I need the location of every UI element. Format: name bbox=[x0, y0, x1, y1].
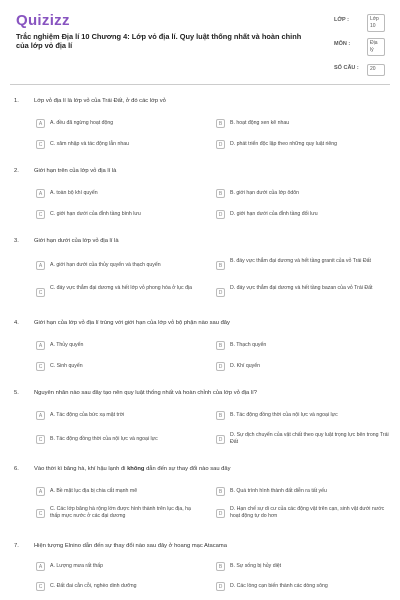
option-d[interactable] bbox=[216, 285, 386, 301]
option-c[interactable] bbox=[36, 359, 196, 375]
option-text: B. Quá trình hình thành đất diễn ra tất yếu bbox=[230, 488, 327, 494]
question-number: 7. bbox=[14, 543, 19, 549]
option-text: D. đáy vực thẳm đại dương và hết tầng bazan của vỏ Trái Đất bbox=[230, 285, 373, 291]
option-letter-box: C bbox=[36, 140, 45, 149]
option-b[interactable] bbox=[216, 484, 386, 500]
question-text: Giới hạn trên của lớp vỏ địa lí là bbox=[34, 168, 117, 174]
option-text: B. Sự sống bị hủy diệt bbox=[230, 563, 282, 569]
option-letter-box: A bbox=[36, 341, 45, 350]
worksheet-meta bbox=[334, 12, 394, 84]
option-c[interactable] bbox=[36, 285, 196, 301]
page-title: Trắc nghiệm Địa lí 10 Chương 4: Lớp vỏ địa lí. Quy luật thống nhất và hoàn chỉnh của lớp vỏ địa lí bbox=[16, 32, 302, 50]
option-letter-box: A bbox=[36, 487, 45, 496]
option-letter-box: D bbox=[216, 288, 225, 297]
option-text: A. Bề mặt lục địa bị chia cắt mạnh mẽ bbox=[50, 488, 138, 494]
option-d[interactable] bbox=[216, 359, 386, 375]
question-text bbox=[34, 466, 384, 472]
meta-value: 20 bbox=[367, 64, 385, 76]
option-text: D. Sự dịch chuyển của vật chất theo quy luật trọng lực bên trong Trái Đất bbox=[230, 432, 389, 445]
option-b[interactable] bbox=[216, 186, 386, 202]
option-letter-box: C bbox=[36, 362, 45, 371]
option-text: B. giới hạn dưới của lớp ôdôn bbox=[230, 190, 300, 196]
option-letter-box: D bbox=[216, 509, 225, 518]
option-letter-box: A bbox=[36, 261, 45, 270]
option-text: C. Sinh quyển bbox=[50, 363, 83, 369]
option-text: B. Thạch quyển bbox=[230, 342, 267, 348]
option-letter-box: B bbox=[216, 119, 225, 128]
option-letter-box: B bbox=[216, 487, 225, 496]
question-text: Giới hạn của lớp vỏ địa lí trùng với giới hạn của lớp vỏ bộ phận nào sau đây bbox=[34, 320, 230, 326]
option-letter-box: C bbox=[36, 582, 45, 591]
question-number: 2. bbox=[14, 168, 19, 174]
option-letter-box: D bbox=[216, 362, 225, 371]
question-text-part: Vào thời kì băng hà, khí hậu lạnh đi bbox=[34, 466, 128, 472]
option-text: A. đều đã ngừng hoạt động bbox=[50, 120, 114, 126]
option-text: A. toàn bộ khí quyển bbox=[50, 190, 98, 196]
option-letter-box: B bbox=[216, 341, 225, 350]
option-text: B. đáy vực thẳm đại dương và hết tầng granit của vỏ Trái Đất bbox=[230, 258, 371, 264]
question-number: 3. bbox=[14, 238, 19, 244]
option-a[interactable] bbox=[36, 338, 196, 354]
option-letter-box: D bbox=[216, 435, 225, 444]
meta-label: SỐ CÂU : bbox=[334, 65, 359, 71]
option-b[interactable] bbox=[216, 258, 386, 274]
question-number: 5. bbox=[14, 390, 19, 396]
option-b[interactable] bbox=[216, 116, 386, 132]
option-text: D. Khí quyển bbox=[230, 363, 260, 369]
option-text: A. Thủy quyển bbox=[50, 342, 84, 348]
option-letter-box: B bbox=[216, 562, 225, 571]
question-text-part: dẫn đến sự thay đổi nào sau đây bbox=[144, 466, 231, 472]
option-c[interactable] bbox=[36, 137, 196, 153]
option-a[interactable] bbox=[36, 186, 196, 202]
question-text-emphasis: không bbox=[127, 466, 145, 472]
option-text: D. Các lòng cạn biến thành các dòng sông bbox=[230, 583, 328, 589]
option-letter-box: D bbox=[216, 582, 225, 591]
question-text: Nguyên nhân nào sau đây tạo nên quy luật thống nhất và hoàn chỉnh của lớp vỏ địa lí? bbox=[34, 390, 257, 396]
option-text: C. đáy vực thẳm đại dương và hết lớp vỏ phong hóa ở lục địa bbox=[50, 285, 193, 291]
option-letter-box: C bbox=[36, 210, 45, 219]
option-letter-box: B bbox=[216, 189, 225, 198]
option-d[interactable] bbox=[216, 207, 386, 223]
question-text: Lớp vỏ địa lí là lớp vỏ của Trái Đất, ở đó các lớp vỏ bbox=[34, 98, 166, 104]
option-c[interactable] bbox=[36, 579, 196, 595]
option-b[interactable] bbox=[216, 338, 386, 354]
question-text: Giới hạn dưới của lớp vỏ địa lí là bbox=[34, 238, 119, 244]
option-letter-box: C bbox=[36, 509, 45, 518]
meta-row-count bbox=[334, 60, 394, 84]
option-text: A. Tác động của bức xạ mặt trời bbox=[50, 412, 125, 418]
option-b[interactable] bbox=[216, 408, 386, 424]
option-d[interactable] bbox=[216, 137, 386, 153]
option-letter-box: A bbox=[36, 189, 45, 198]
option-letter-box: C bbox=[36, 288, 45, 297]
option-text: C. Các lớp băng hà rộng lớn được hình thành trên lục địa, hạ thấp mực nước ở các đại dương bbox=[50, 506, 191, 519]
option-text: C. Đất đai cằn cỗi, nghèo dinh dưỡng bbox=[50, 583, 137, 589]
meta-value: Địa lý bbox=[367, 38, 385, 56]
option-d[interactable] bbox=[216, 506, 386, 522]
option-text: D. Hạn chế sự di cư của các động vật trên cạn, sinh vật dưới nước hoạt động tự do hơn bbox=[230, 506, 385, 519]
option-text: D. phát triển độc lập theo những quy luật riêng bbox=[230, 141, 338, 147]
meta-label: LỚP : bbox=[334, 17, 349, 23]
option-letter-box: D bbox=[216, 210, 225, 219]
option-letter-box: A bbox=[36, 119, 45, 128]
question-number: 4. bbox=[14, 320, 19, 326]
option-text: B. Tác động đồng thời của nội lực và ngoại lực bbox=[230, 412, 338, 418]
option-text: B. Tác động đồng thời của nội lực và ngoại lực bbox=[50, 436, 158, 442]
option-text: C. giới hạn dưới của đỉnh tầng bình lưu bbox=[50, 211, 141, 217]
option-text: B. hoạt động xen kẽ nhau bbox=[230, 120, 290, 126]
option-text: D. giới hạn dưới của đỉnh tầng đối lưu bbox=[230, 211, 318, 217]
option-text: A. giới hạn dưới của thủy quyển và thạch quyển bbox=[50, 262, 161, 268]
option-letter-box: B bbox=[216, 411, 225, 420]
option-letter-box: D bbox=[216, 140, 225, 149]
option-letter-box: C bbox=[36, 435, 45, 444]
option-c[interactable] bbox=[36, 432, 196, 448]
option-a[interactable] bbox=[36, 484, 196, 500]
header-divider bbox=[10, 84, 390, 85]
question-text: Hiện tượng Elnino dẫn đến sự thay đổi nào sau đây ở hoang mạc Atacama bbox=[34, 543, 227, 549]
option-c[interactable] bbox=[36, 506, 196, 522]
option-a[interactable] bbox=[36, 116, 196, 132]
worksheet-header bbox=[0, 0, 400, 84]
meta-label: MÔN : bbox=[334, 41, 351, 47]
option-a[interactable] bbox=[36, 559, 196, 575]
option-a[interactable] bbox=[36, 408, 196, 424]
option-text: C. xâm nhập và tác động lẫn nhau bbox=[50, 141, 130, 147]
option-a[interactable] bbox=[36, 258, 196, 274]
option-c[interactable] bbox=[36, 207, 196, 223]
option-d[interactable] bbox=[216, 432, 389, 448]
option-letter-box: A bbox=[36, 411, 45, 420]
option-letter-box: B bbox=[216, 261, 225, 270]
quizizz-logo[interactable]: Quizizz bbox=[16, 12, 70, 29]
meta-row-subject bbox=[334, 36, 394, 60]
option-b[interactable] bbox=[216, 559, 386, 575]
question-number: 1. bbox=[14, 98, 19, 104]
option-text: A. Lượng mưa rất thấp bbox=[50, 563, 104, 569]
meta-value: Lớp 10 bbox=[367, 14, 385, 32]
option-letter-box: A bbox=[36, 562, 45, 571]
meta-row-class bbox=[334, 12, 394, 36]
option-d[interactable] bbox=[216, 579, 386, 595]
question-number: 6. bbox=[14, 466, 19, 472]
